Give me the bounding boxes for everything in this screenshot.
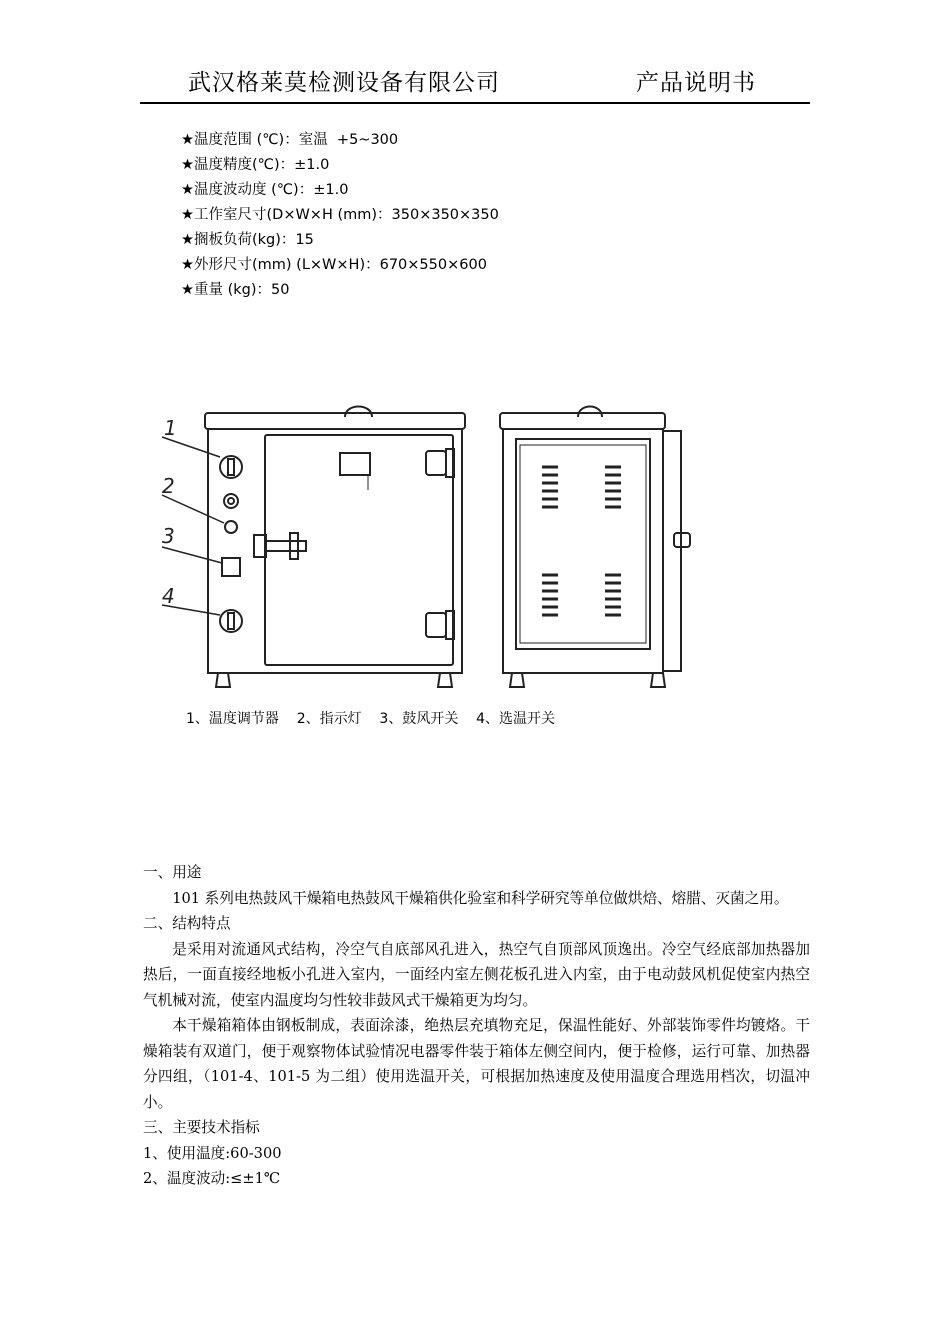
label-1: 1	[164, 416, 177, 440]
list-item: 2、温度波动:≤±1℃	[143, 1170, 281, 1187]
spec-outer-dimensions: ★外形尺寸(mm) (L×W×H)：670×550×600	[181, 257, 487, 273]
spec-chamber-size: ★工作室尺寸(D×W×H (mm)：350×350×350	[181, 207, 499, 223]
spec-temperature-range: ★温度范围 (℃)：室温 +5~300	[181, 132, 399, 148]
indicator-light-icon	[224, 494, 238, 508]
label-3: 3	[162, 524, 175, 548]
spec-temperature-fluctuation: ★温度波动度 (℃)：±1.0	[181, 182, 349, 198]
section-heading: 一、用途	[143, 864, 202, 881]
side-view	[500, 407, 690, 688]
front-view	[162, 407, 465, 688]
oven-diagram	[150, 395, 710, 715]
page-header	[140, 58, 810, 104]
label-2: 2	[162, 474, 175, 498]
paragraph: 本干燥箱箱体由钢板制成，表面涂漆，绝热层充填物充足，保温性能好、外部装饰零件均镀烙。干燥箱装有双道门，便于观察物体试验情况电器零件装于箱体左侧空间内，便于检修，运行可靠、加热器分四组，（101-4、101-5 为二组）使用选温开关，可根据加热速度及使用温度合理选用档次，切温冲小。	[143, 1017, 810, 1111]
spec-shelf-load: ★搁板负荷(kg)：15	[181, 232, 314, 248]
paragraph: 101 系列电热鼓风干燥箱电热鼓风干燥箱供化验室和科学研究等单位做烘焙、熔腊、灭菌之用。	[172, 889, 789, 907]
section-heading: 三、主要技术指标	[143, 1119, 260, 1136]
paragraph: 是采用对流通风式结构，冷空气自底部风孔进入，热空气自顶部风顶逸出。冷空气经底部加热器加热后，一面直接经地板小孔进入室内，一面经内室左侧花板孔进入内室，由于电动鼓风机促使室内热空气机械对流，使室内温度均匀性较非鼓风式干燥箱更为均匀。	[143, 940, 810, 1009]
list-item: 1、使用温度:60-300	[143, 1144, 282, 1162]
spec-temperature-accuracy: ★温度精度(℃)：±1.0	[181, 157, 330, 173]
figure-caption: 1、温度调节器 2、指示灯 3、鼓风开关 4、选温开关	[186, 711, 556, 727]
document-type: 产品说明书	[636, 70, 756, 96]
company-name: 武汉格莱莫检测设备有限公司	[188, 70, 500, 96]
spec-weight: ★重量 (kg)：50	[181, 282, 290, 298]
section-heading: 二、结构特点	[143, 915, 231, 932]
label-4: 4	[162, 584, 175, 608]
spec-list	[181, 128, 499, 303]
document-body	[143, 860, 810, 1192]
blower-switch-icon	[222, 558, 240, 576]
